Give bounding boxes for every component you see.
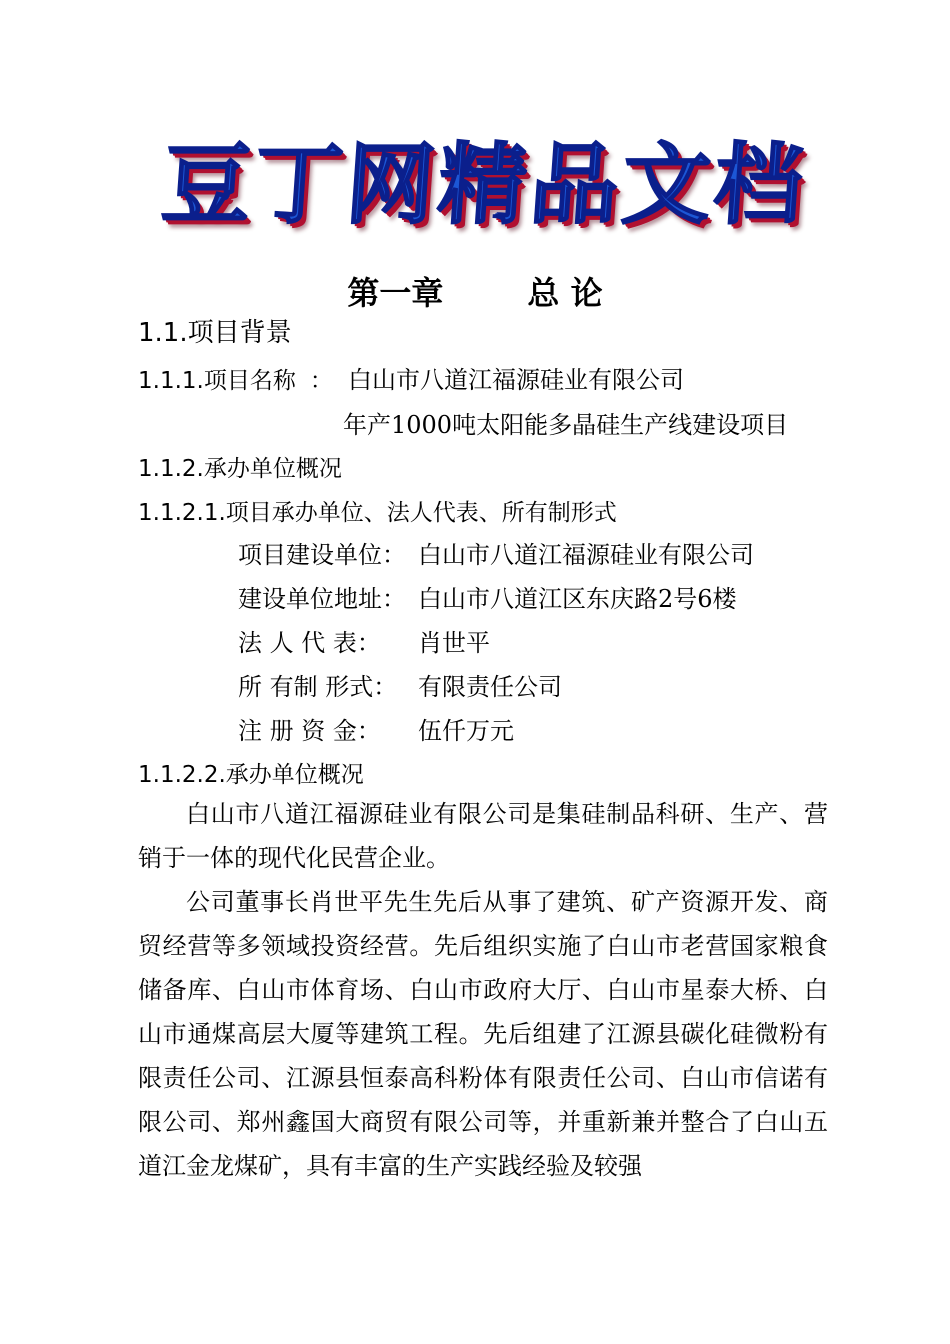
field-label: 建设单位地址： bbox=[238, 585, 406, 613]
field-value: 伍仟万元 bbox=[418, 717, 514, 745]
project-name-line-1: 白山市八道江福源硅业有限公司 bbox=[348, 366, 684, 394]
field-label: 法 人 代 表： bbox=[238, 629, 381, 657]
field-row-address bbox=[238, 579, 737, 614]
project-name-line-2: 年产1000吨太阳能多晶硅生产线建设项目 bbox=[343, 411, 789, 439]
field-label: 所 有制 形式： bbox=[238, 673, 398, 701]
field-row-legal-representative bbox=[238, 623, 490, 658]
project-name-label: 1.1.1.项目名称 bbox=[138, 368, 296, 394]
field-value: 有限责任公司 bbox=[418, 673, 562, 701]
field-value: 白山市八道江区东庆路2号6楼 bbox=[418, 585, 737, 613]
field-value: 肖世平 bbox=[418, 629, 490, 657]
field-value: 白山市八道江福源硅业有限公司 bbox=[418, 541, 754, 569]
field-row-construction-unit bbox=[238, 535, 754, 570]
paragraph: 白山市八道江福源硅业有限公司是集硅制品科研、生产、营销于一体的现代化民营企业。 bbox=[138, 800, 828, 872]
field-label: 注 册 资 金： bbox=[238, 717, 381, 745]
chapter-number: 第一章 bbox=[347, 274, 444, 312]
chapter-heading bbox=[0, 268, 950, 314]
project-name-separator: ： bbox=[309, 368, 333, 394]
chapter-title: 总 论 bbox=[527, 274, 603, 312]
banner-title: 豆丁网精品文档 bbox=[158, 133, 811, 236]
section-heading-1-1-2: 1.1.2.承办单位概况 bbox=[138, 456, 342, 482]
section-heading-1-1-2-1: 1.1.2.1.项目承办单位、法人代表、所有制形式 bbox=[138, 500, 617, 526]
field-row-registered-capital bbox=[238, 711, 514, 746]
paragraph: 公司董事长肖世平先生先后从事了建筑、矿产资源开发、商贸经营等多领域投资经营。先后组织实施了白山市老营国家粮食储备库、白山市体育场、白山市政府大厅、白山市星泰大桥、白山市通煤高层大厦等建筑工程。先后组建了江源县碳化硅微粉有限责任公司、江源县恒泰高科粉体有限责任公司、白山市信诺有限公司、郑州鑫国大商贸有限公司等，并重新兼并整合了白山五道江金龙煤矿，具有丰富的生产实践经验及较强 bbox=[138, 888, 828, 1180]
field-label: 项目建设单位： bbox=[238, 541, 406, 569]
section-heading-1-1-1 bbox=[138, 362, 333, 395]
section-heading-1-1-2-2: 1.1.2.2.承办单位概况 bbox=[138, 762, 364, 788]
section-heading-1-1: 1.1.项目背景 bbox=[138, 318, 292, 348]
field-row-ownership bbox=[238, 667, 562, 702]
